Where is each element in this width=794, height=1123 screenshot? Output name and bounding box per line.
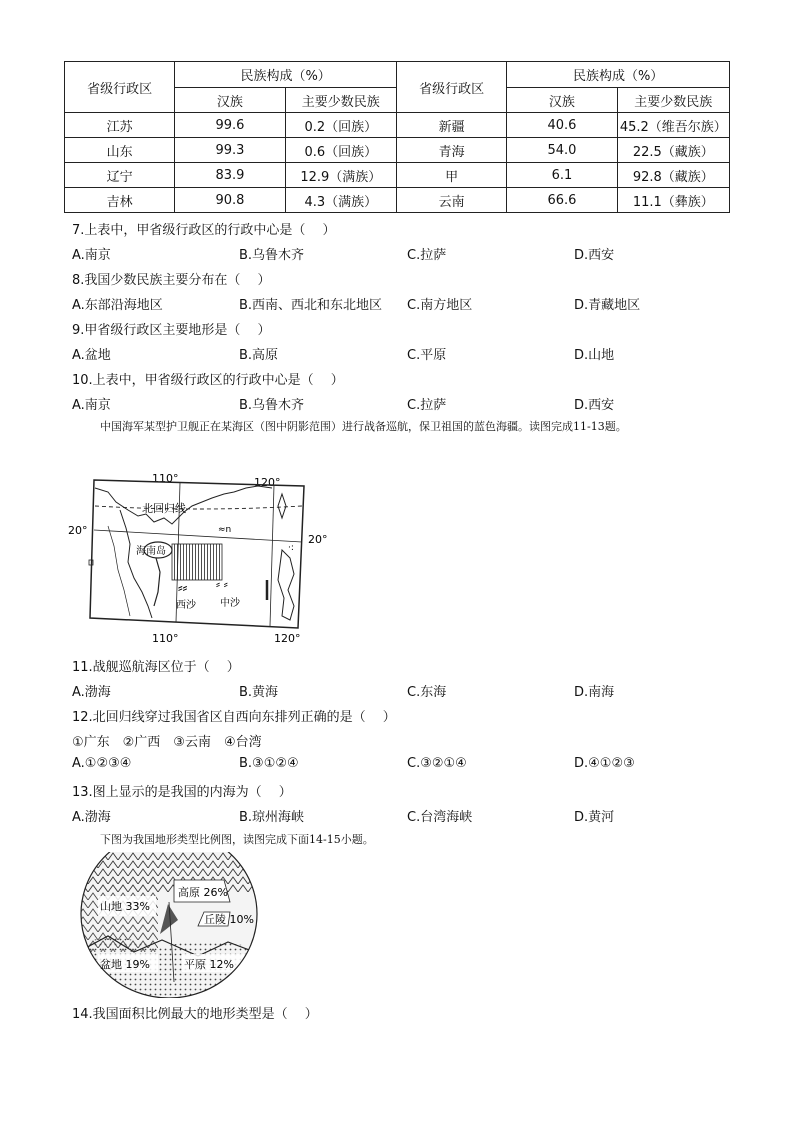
option-d[interactable]: D.④①②③ (574, 756, 635, 771)
map-lon-110-top: 110° (152, 472, 179, 485)
table-row (65, 138, 730, 163)
cell-han: 66.6 (507, 188, 617, 213)
question-7-stem: 7.上表中，甲省级行政区的行政中心是（ ） (72, 223, 336, 238)
cell-minority: 0.2（回族） (285, 113, 396, 138)
map-lon-120-bottom: 120° (274, 632, 301, 645)
question-8-options (72, 294, 732, 312)
option-c[interactable]: C.南方地区 (407, 298, 473, 313)
terrain-type-proportion-figure (78, 852, 260, 998)
cell-region: 山东 (65, 138, 175, 163)
table-row (65, 113, 730, 138)
option-b[interactable]: B.乌鲁木齐 (239, 398, 305, 413)
header-minority-left: 主要少数民族 (285, 88, 396, 113)
cell-region: 云南 (396, 188, 506, 213)
option-a[interactable]: A.渤海 (72, 685, 111, 700)
vietnam-south-coast (154, 558, 160, 606)
philippines-islands (278, 550, 294, 620)
cell-region: 甲 (396, 163, 506, 188)
header-region-left: 省级行政区 (65, 62, 175, 113)
cell-minority: 12.9（满族） (285, 163, 396, 188)
cell-minority: 11.1（彝族） (617, 188, 729, 213)
table-row (65, 163, 730, 188)
south-china-sea-map (68, 466, 330, 646)
taiwan-island (278, 494, 286, 518)
question-12-options (72, 756, 732, 774)
option-a[interactable]: A.南京 (72, 398, 111, 413)
option-c[interactable]: C.台湾海峡 (407, 810, 473, 825)
option-d[interactable]: D.山地 (574, 348, 615, 363)
cell-region: 辽宁 (65, 163, 175, 188)
cell-han: 99.3 (175, 138, 285, 163)
zhongsha-islands-mark: ⸗ ⸗ (216, 577, 228, 591)
option-c[interactable]: C.拉萨 (407, 248, 447, 263)
option-d[interactable]: D.南海 (574, 685, 615, 700)
question-12-sub-items: ①广东 ②广西 ③云南 ④台湾 (72, 735, 262, 750)
option-c[interactable]: C.③②①④ (407, 756, 467, 771)
question-13-options (72, 806, 732, 824)
hills-label: 丘陵 10% (204, 913, 254, 926)
ethnic-composition-table (64, 61, 730, 213)
cell-region: 江苏 (65, 113, 175, 138)
option-d[interactable]: D.西安 (574, 248, 615, 263)
header-region-right: 省级行政区 (396, 62, 506, 113)
xisha-islands-mark: ⸗⸗ (178, 580, 188, 596)
option-b[interactable]: B.乌鲁木齐 (239, 248, 305, 263)
patrol-area-shaded (172, 544, 222, 580)
question-11-options (72, 681, 732, 699)
option-b[interactable]: B.③①②④ (239, 756, 299, 771)
option-d[interactable]: D.黄河 (574, 810, 615, 825)
cell-han: 6.1 (507, 163, 617, 188)
question-7-options (72, 244, 732, 262)
cell-han: 90.8 (175, 188, 285, 213)
question-8-stem: 8.我国少数民族主要分布在（ ） (72, 273, 271, 288)
cell-han: 99.6 (175, 113, 285, 138)
option-a[interactable]: A.①②③④ (72, 756, 132, 771)
option-b[interactable]: B.琼州海峡 (239, 810, 305, 825)
option-b[interactable]: B.黄海 (239, 685, 279, 700)
map-lon-120-top: 120° (254, 476, 281, 489)
cell-han: 40.6 (507, 113, 617, 138)
plateau-label: 高原 26% (178, 886, 228, 899)
indochina-coastline (120, 510, 152, 618)
table-row (65, 188, 730, 213)
header-composition-right: 民族构成（%） (507, 62, 730, 88)
hainan-label: 海南岛 (136, 546, 166, 557)
mountain-label: 山地 33% (100, 900, 150, 913)
cell-minority: 45.2（维吾尔族） (617, 113, 729, 138)
question-10-options (72, 394, 732, 412)
question-9-options (72, 344, 732, 362)
option-c[interactable]: C.东海 (407, 685, 447, 700)
option-d[interactable]: D.西安 (574, 398, 615, 413)
option-a[interactable]: A.南京 (72, 248, 111, 263)
plain-label: 平原 12% (184, 958, 234, 971)
terrain-intro-text: 下图为我国地形类型比例图，读图完成下面14-15小题。 (100, 833, 374, 846)
cell-region: 新疆 (396, 113, 506, 138)
basin-label: 盆地 19% (100, 958, 150, 971)
question-13-stem: 13.图上显示的是我国的内海为（ ） (72, 785, 292, 800)
zhongsha-label: 中沙 (220, 598, 240, 609)
cell-region: 吉林 (65, 188, 175, 213)
inland-river (108, 526, 130, 616)
parallel-20 (94, 530, 302, 542)
cell-minority: 0.6（回族） (285, 138, 396, 163)
option-c[interactable]: C.拉萨 (407, 398, 447, 413)
header-han-left: 汉族 (175, 88, 285, 113)
pratas-mark: ≈n (218, 525, 232, 535)
option-c[interactable]: C.平原 (407, 348, 447, 363)
question-10-stem: 10.上表中，甲省级行政区的行政中心是（ ） (72, 373, 344, 388)
cell-minority: 4.3（满族） (285, 188, 396, 213)
question-14-stem: 14.我国面积比例最大的地形类型是（ ） (72, 1007, 318, 1022)
cell-minority: 22.5（藏族） (617, 138, 729, 163)
tropic-label: 北回归线 (142, 502, 186, 515)
cell-han: 83.9 (175, 163, 285, 188)
xisha-label: 西沙 (176, 600, 196, 611)
map-intro-text: 中国海军某型护卫舰正在某海区（图中阴影范围）进行战备巡航，保卫祖国的蓝色海疆。读图完成11-13题。 (100, 420, 627, 433)
cell-han: 54.0 (507, 138, 617, 163)
map-lat-20-left: 20° (68, 524, 88, 537)
option-a[interactable]: A.东部沿海地区 (72, 298, 163, 313)
table-header-row (65, 62, 730, 88)
map-lon-110-bottom: 110° (152, 632, 179, 645)
option-d[interactable]: D.青藏地区 (574, 298, 641, 313)
option-a[interactable]: A.渤海 (72, 810, 111, 825)
cell-minority: 92.8（藏族） (617, 163, 729, 188)
island-dots: ·: (288, 543, 294, 553)
map-lat-20-right: 20° (308, 533, 328, 546)
header-han-right: 汉族 (507, 88, 617, 113)
header-composition-left: 民族构成（%） (175, 62, 397, 88)
question-12-stem: 12.北回归线穿过我国省区自西向东排列正确的是（ ） (72, 710, 396, 725)
question-9-stem: 9.甲省级行政区主要地形是（ ） (72, 323, 271, 338)
question-11-stem: 11.战舰巡航海区位于（ ） (72, 660, 240, 675)
cell-region: 青海 (396, 138, 506, 163)
option-b[interactable]: B.西南、西北和东北地区 (239, 298, 383, 313)
option-a[interactable]: A.盆地 (72, 348, 111, 363)
meridian-120 (270, 485, 274, 626)
header-minority-right: 主要少数民族 (617, 88, 729, 113)
option-b[interactable]: B.高原 (239, 348, 279, 363)
